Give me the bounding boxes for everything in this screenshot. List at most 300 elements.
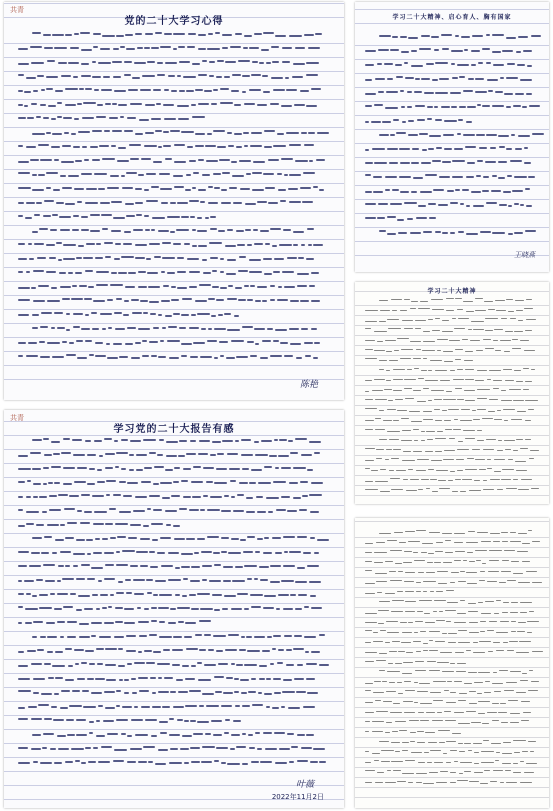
handwriting-stroke	[85, 440, 92, 442]
handwriting-stroke	[115, 243, 121, 245]
handwritten-line	[365, 466, 539, 474]
handwritten-line	[18, 436, 330, 444]
handwriting-stroke	[116, 452, 128, 454]
handwriting-stroke	[431, 460, 441, 461]
handwriting-stroke	[415, 661, 424, 662]
handwriting-stroke	[95, 342, 103, 344]
handwriting-stroke	[32, 595, 37, 597]
handwriting-stroke	[432, 79, 438, 81]
handwriting-stroke	[293, 467, 306, 469]
handwriting-stroke	[39, 228, 48, 230]
handwriting-stroke	[160, 482, 172, 484]
handwriting-stroke	[264, 595, 275, 597]
handwriting-stroke	[95, 355, 106, 357]
handwriting-stroke	[105, 523, 113, 525]
handwriting-stroke	[374, 162, 387, 164]
handwriting-stroke	[380, 491, 390, 492]
handwriting-stroke	[162, 327, 166, 329]
handwriting-stroke	[309, 160, 313, 162]
handwriting-stroke	[300, 300, 309, 302]
handwriting-stroke	[286, 89, 297, 91]
handwriting-stroke	[208, 298, 215, 300]
handwriting-stroke	[444, 420, 451, 421]
handwriting-stroke	[506, 148, 512, 150]
handwriting-stroke	[450, 663, 454, 664]
handwriting-stroke	[486, 202, 497, 204]
handwriting-stroke	[387, 409, 396, 410]
handwriting-stroke	[416, 217, 427, 219]
handwriting-stroke	[220, 287, 226, 289]
handwritten-line	[365, 346, 539, 354]
handwriting-stroke	[222, 608, 228, 610]
handwriting-stroke	[293, 648, 304, 650]
handwriting-stroke	[297, 734, 305, 736]
handwriting-stroke	[454, 560, 461, 561]
handwriting-stroke	[455, 35, 459, 37]
handwriting-stroke	[486, 134, 497, 136]
handwriting-stroke	[241, 439, 251, 441]
handwriting-stroke	[437, 571, 449, 572]
handwriting-stroke	[400, 358, 411, 359]
handwriting-stroke	[449, 438, 455, 439]
handwritten-line	[18, 646, 330, 654]
handwriting-stroke	[93, 46, 97, 48]
handwriting-stroke	[457, 613, 465, 614]
handwriting-stroke	[375, 700, 380, 701]
handwriting-stroke	[385, 561, 393, 562]
handwriting-stroke	[73, 326, 80, 328]
handwriting-stroke	[446, 310, 454, 311]
handwriting-stroke	[82, 117, 95, 119]
handwriting-stroke	[490, 479, 501, 480]
handwriting-stroke	[435, 370, 447, 371]
handwriting-stroke	[416, 773, 427, 774]
handwriting-stroke	[91, 567, 103, 569]
handwriting-stroke	[404, 379, 416, 380]
handwriting-stroke	[479, 580, 485, 581]
handwriting-stroke	[83, 102, 96, 104]
handwriting-stroke	[457, 470, 463, 471]
handwriting-stroke	[61, 452, 71, 454]
handwriting-stroke	[305, 651, 309, 653]
handwriting-stroke	[463, 301, 474, 302]
handwriting-stroke	[439, 176, 450, 178]
handwriting-stroke	[192, 496, 201, 498]
handwriting-stroke	[24, 91, 31, 93]
handwriting-stroke	[178, 46, 186, 48]
handwriting-stroke	[217, 60, 224, 62]
handwriting-stroke	[454, 622, 467, 623]
handwriting-stroke	[474, 772, 483, 773]
handwriting-stroke	[452, 491, 459, 492]
handwriting-stroke	[114, 258, 120, 260]
handwriting-stroke	[254, 328, 265, 330]
handwriting-stroke	[411, 421, 422, 422]
handwriting-stroke	[65, 203, 75, 205]
handwriting-stroke	[213, 89, 217, 91]
handwriting-stroke	[401, 106, 405, 108]
handwriting-stroke	[98, 188, 105, 190]
handwriting-stroke	[220, 355, 224, 357]
handwriting-stroke	[85, 270, 93, 272]
handwriting-stroke	[102, 228, 108, 230]
handwriting-stroke	[487, 712, 496, 713]
handwriting-stroke	[65, 88, 77, 90]
handwriting-stroke	[468, 611, 478, 612]
handwriting-stroke	[161, 565, 173, 567]
handwriting-stroke	[386, 691, 396, 692]
handwriting-stroke	[110, 594, 114, 596]
handwriting-stroke	[483, 339, 491, 340]
handwriting-stroke	[457, 309, 463, 310]
handwriting-stroke	[239, 649, 245, 651]
handwriting-stroke	[301, 328, 308, 330]
handwriting-stroke	[81, 564, 90, 566]
handwriting-stroke	[237, 593, 248, 595]
handwriting-stroke	[389, 651, 397, 652]
handwriting-stroke	[199, 440, 211, 442]
handwriting-stroke	[118, 581, 123, 583]
handwriting-stroke	[32, 537, 42, 539]
handwriting-stroke	[506, 782, 517, 783]
handwriting-stroke	[435, 231, 441, 233]
handwriting-stroke	[141, 706, 150, 708]
handwriting-stroke	[193, 466, 201, 468]
handwriting-stroke	[65, 34, 72, 36]
handwriting-stroke	[503, 602, 509, 603]
handwriting-stroke	[518, 622, 526, 623]
handwriting-stroke	[200, 201, 205, 203]
handwriting-stroke	[504, 351, 510, 352]
handwriting-stroke	[373, 176, 382, 178]
handwriting-stroke	[477, 160, 483, 162]
handwriting-stroke	[61, 75, 71, 77]
handwriting-stroke	[268, 202, 278, 204]
handwriting-stroke	[379, 300, 388, 301]
handwriting-stroke	[39, 594, 48, 596]
handwriting-stroke	[516, 652, 528, 653]
handwriting-stroke	[505, 331, 513, 332]
handwriting-stroke	[219, 341, 228, 343]
handwriting-stroke	[429, 631, 440, 632]
handwriting-stroke	[69, 705, 81, 707]
handwriting-stroke	[397, 338, 409, 339]
handwriting-stroke	[106, 494, 110, 496]
handwriting-stroke	[415, 105, 426, 107]
handwriting-stroke	[153, 483, 159, 485]
handwriting-stroke	[309, 285, 315, 287]
handwriting-stroke	[528, 530, 532, 531]
handwriting-stroke	[379, 601, 390, 602]
handwriting-stroke	[225, 649, 237, 651]
handwriting-stroke	[127, 482, 139, 484]
handwriting-stroke	[465, 379, 474, 380]
handwriting-stroke	[303, 706, 315, 708]
handwriting-stroke	[438, 480, 445, 481]
handwriting-stroke	[113, 343, 122, 345]
handwriting-stroke	[264, 466, 272, 468]
handwriting-stroke	[417, 611, 423, 612]
handwriting-stroke	[311, 300, 320, 302]
handwriting-stroke	[450, 782, 456, 783]
handwriting-stroke	[492, 683, 503, 684]
handwritten-line	[18, 226, 330, 234]
handwriting-stroke	[114, 749, 127, 751]
handwriting-stroke	[158, 691, 169, 693]
handwriting-stroke	[108, 327, 112, 329]
handwriting-stroke	[164, 677, 173, 679]
handwriting-stroke	[404, 62, 408, 64]
handwriting-stroke	[482, 418, 492, 419]
handwriting-stroke	[150, 677, 156, 679]
handwriting-stroke	[395, 399, 404, 400]
handwritten-line	[365, 228, 539, 236]
handwriting-stroke	[457, 133, 461, 135]
handwritten-line	[365, 46, 539, 54]
handwriting-stroke	[57, 621, 65, 623]
handwriting-stroke	[116, 705, 120, 707]
handwriting-stroke	[60, 551, 71, 553]
handwriting-stroke	[104, 242, 113, 244]
handwriting-stroke	[72, 690, 80, 692]
handwriting-stroke	[432, 491, 437, 492]
handwriting-stroke	[143, 525, 149, 527]
handwriting-stroke	[168, 75, 175, 77]
handwriting-stroke	[466, 572, 477, 573]
handwriting-stroke	[391, 611, 403, 612]
handwriting-stroke	[503, 409, 515, 410]
handwriting-stroke	[241, 454, 253, 456]
handwriting-stroke	[139, 635, 147, 637]
handwriting-stroke	[239, 482, 248, 484]
handwriting-stroke	[494, 471, 502, 472]
handwriting-stroke	[74, 481, 86, 483]
handwriting-stroke	[18, 74, 24, 76]
handwriting-stroke	[234, 691, 239, 693]
handwriting-stroke	[93, 33, 101, 35]
handwriting-stroke	[444, 148, 453, 150]
handwriting-stroke	[33, 270, 44, 272]
handwriting-stroke	[468, 78, 474, 80]
handwriting-stroke	[365, 481, 373, 482]
handwriting-stroke	[186, 453, 195, 455]
handwriting-stroke	[206, 705, 219, 707]
handwriting-stroke	[300, 187, 311, 189]
handwriting-stroke	[520, 680, 529, 681]
handwriting-stroke	[135, 734, 148, 736]
handwriting-stroke	[372, 731, 384, 732]
handwritten-line	[365, 426, 539, 434]
handwriting-stroke	[423, 783, 435, 784]
handwriting-stroke	[365, 630, 372, 631]
handwriting-stroke	[230, 748, 234, 750]
handwriting-stroke	[385, 340, 396, 341]
handwriting-stroke	[473, 205, 485, 207]
handwriting-stroke	[418, 762, 425, 763]
handwriting-stroke	[509, 641, 517, 642]
handwriting-stroke	[240, 679, 249, 681]
handwriting-stroke	[299, 509, 307, 511]
handwriting-stroke	[192, 245, 197, 247]
handwriting-stroke	[378, 610, 389, 611]
handwriting-stroke	[36, 524, 44, 526]
handwriting-stroke	[18, 161, 29, 163]
handwriting-stroke	[284, 286, 295, 288]
handwriting-stroke	[378, 623, 384, 624]
handwriting-stroke	[463, 134, 474, 136]
handwriting-stroke	[133, 579, 145, 581]
handwriting-stroke	[489, 370, 501, 371]
handwriting-stroke	[404, 299, 410, 300]
handwriting-stroke	[393, 369, 405, 370]
handwriting-stroke	[494, 613, 499, 614]
handwriting-stroke	[214, 357, 218, 359]
handwriting-stroke	[439, 78, 449, 80]
handwriting-stroke	[213, 635, 226, 637]
handwriting-stroke	[190, 747, 199, 749]
handwriting-stroke	[158, 356, 166, 358]
handwriting-stroke	[40, 104, 46, 106]
handwriting-stroke	[215, 691, 222, 693]
handwriting-stroke	[511, 134, 515, 136]
handwriting-stroke	[88, 761, 97, 763]
handwriting-stroke	[459, 76, 465, 78]
handwriting-stroke	[175, 567, 180, 569]
handwriting-stroke	[235, 440, 240, 442]
handwriting-stroke	[42, 511, 47, 513]
handwriting-stroke	[319, 634, 325, 636]
handwriting-stroke	[231, 608, 242, 610]
handwritten-line	[18, 72, 330, 80]
handwriting-stroke	[111, 145, 117, 147]
handwriting-stroke	[393, 119, 399, 121]
handwriting-stroke	[82, 690, 89, 692]
handwritten-line	[365, 638, 539, 646]
handwriting-stroke	[159, 621, 166, 623]
handwriting-stroke	[186, 538, 195, 540]
handwriting-stroke	[32, 636, 37, 638]
handwriting-stroke	[446, 298, 454, 299]
handwriting-stroke	[242, 733, 247, 735]
handwriting-stroke	[417, 742, 424, 743]
handwritten-line	[365, 172, 539, 180]
handwriting-stroke	[245, 203, 256, 205]
handwriting-stroke	[479, 469, 486, 470]
handwriting-stroke	[140, 565, 148, 567]
handwriting-stroke	[130, 440, 141, 442]
handwriting-stroke	[65, 679, 75, 681]
handwriting-stroke	[442, 331, 453, 332]
handwriting-stroke	[92, 159, 101, 161]
handwriting-stroke	[215, 32, 220, 34]
handwriting-stroke	[272, 537, 281, 539]
handwriting-stroke	[401, 51, 410, 53]
handwriting-stroke	[437, 662, 449, 663]
handwriting-stroke	[73, 313, 84, 315]
handwritten-line	[18, 282, 330, 290]
handwriting-stroke	[27, 480, 31, 482]
handwriting-stroke	[289, 328, 299, 330]
handwritten-line	[365, 336, 539, 344]
handwriting-stroke	[33, 621, 43, 623]
handwriting-stroke	[236, 664, 243, 666]
handwriting-stroke	[187, 146, 194, 148]
handwriting-stroke	[151, 607, 156, 609]
handwriting-stroke	[28, 342, 37, 344]
handwriting-stroke	[45, 580, 55, 582]
handwriting-stroke	[382, 121, 392, 123]
handwriting-stroke	[176, 229, 188, 231]
handwriting-stroke	[395, 751, 400, 752]
handwriting-stroke	[428, 469, 434, 470]
handwriting-stroke	[411, 191, 417, 193]
handwriting-stroke	[301, 454, 312, 456]
handwriting-stroke	[57, 102, 62, 104]
handwriting-stroke	[47, 300, 60, 302]
handwriting-stroke	[478, 602, 483, 603]
handwriting-stroke	[497, 450, 503, 451]
handwriting-stroke	[33, 678, 45, 680]
handwriting-stroke	[183, 496, 191, 498]
handwriting-stroke	[502, 50, 514, 52]
handwriting-stroke	[452, 176, 463, 178]
handwriting-stroke	[18, 202, 24, 204]
handwriting-stroke	[18, 63, 29, 65]
handwriting-stroke	[365, 690, 371, 691]
handwriting-stroke	[457, 64, 469, 66]
handwriting-stroke	[188, 33, 196, 35]
handwriting-stroke	[33, 90, 38, 92]
handwriting-stroke	[97, 481, 105, 483]
handwritten-line	[365, 416, 539, 424]
handwriting-stroke	[134, 706, 138, 708]
handwriting-stroke	[421, 35, 430, 37]
handwriting-stroke	[32, 734, 41, 736]
handwritten-body	[18, 436, 330, 800]
handwriting-stroke	[492, 720, 500, 721]
handwriting-stroke	[152, 217, 165, 219]
handwriting-stroke	[273, 481, 286, 483]
handwriting-stroke	[204, 664, 215, 666]
handwriting-stroke	[532, 133, 544, 135]
handwriting-stroke	[455, 298, 461, 299]
handwriting-stroke	[129, 144, 141, 146]
handwriting-stroke	[186, 174, 191, 176]
handwriting-stroke	[520, 602, 533, 603]
handwriting-stroke	[419, 133, 428, 135]
handwriting-stroke	[116, 35, 124, 37]
handwriting-stroke	[317, 539, 329, 541]
handwriting-stroke	[247, 244, 253, 246]
handwriting-stroke	[488, 90, 493, 92]
handwriting-stroke	[182, 595, 187, 597]
handwriting-stroke	[193, 172, 199, 174]
handwriting-stroke	[175, 594, 181, 596]
handwriting-stroke	[466, 176, 474, 178]
handwriting-stroke	[131, 719, 142, 721]
handwriting-stroke	[110, 537, 116, 539]
handwriting-stroke	[261, 440, 272, 442]
handwritten-line	[365, 688, 539, 696]
handwriting-stroke	[210, 454, 215, 456]
handwriting-stroke	[261, 49, 270, 51]
handwriting-stroke	[482, 105, 489, 107]
handwriting-stroke	[170, 231, 174, 233]
handwriting-stroke	[62, 341, 67, 343]
handwriting-stroke	[529, 105, 539, 107]
handwriting-stroke	[224, 76, 230, 78]
handwriting-stroke	[171, 90, 177, 92]
